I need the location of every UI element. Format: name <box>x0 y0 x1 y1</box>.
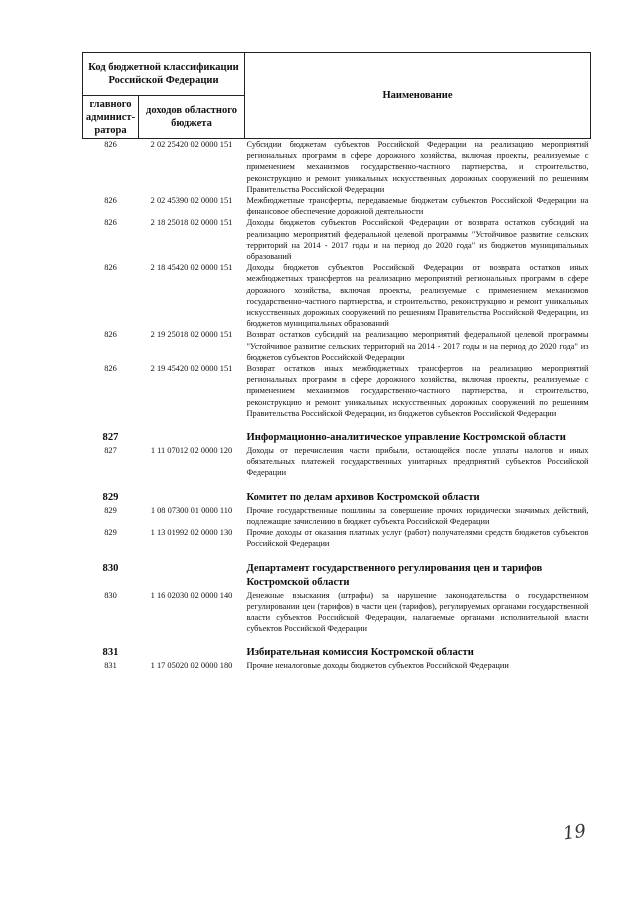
name-cell: Возврат остатков субсидий на реализацию мероприятий федеральной целевой программы "Устойчивое развитие сельских территорий на 2014 - 2017 годы и на период до 2020 года" из бюджетов субъектов Российской Федерации <box>246 330 589 362</box>
table-row <box>83 363 591 419</box>
section-row <box>83 419 591 445</box>
income-code-cell: 2 02 45390 02 0000 151 <box>150 196 233 206</box>
table-row <box>83 505 591 527</box>
table-row <box>83 329 591 363</box>
name-cell: Доходы от перечисления части прибыли, остающейся после уплаты налогов и иных обязательных платежей государственных унитарных предприятий субъектов Российской Федерации <box>246 446 589 478</box>
income-code-cell: 1 13 01992 02 0000 130 <box>150 528 233 538</box>
admin-code-cell: 826 <box>104 364 117 374</box>
table-row <box>83 590 591 635</box>
table-row <box>83 139 591 196</box>
table-row <box>83 660 591 671</box>
section-row <box>83 479 591 505</box>
income-code-cell <box>139 550 245 590</box>
income-code-cell: 2 18 45420 02 0000 151 <box>150 263 233 273</box>
admin-code-cell: 830 <box>104 590 117 600</box>
admin-code-cell: 826 <box>104 196 117 206</box>
admin-code-cell: 829 <box>104 505 117 515</box>
budget-classification-table <box>82 52 591 672</box>
name-cell: Возврат остатков иных межбюджетных трансфертов на реализацию мероприятий региональных программ в сфере дорожного хозяйства, включая проекты, реализуемые с применением механизмов государственно-частного партнерства, и строительство, реконструкцию и ремонт уникальных искусственных дорожных сооружений по решениям Правительства Российской Федерации, из бюджетов субъектов Российской Федерации <box>246 364 589 418</box>
admin-code-cell: 826 <box>104 218 117 228</box>
admin-code-cell: 826 <box>104 263 117 273</box>
admin-code-cell: 826 <box>104 330 117 340</box>
name-cell: Избирательная комиссия Костромской области <box>246 647 474 659</box>
name-cell: Прочие государственные пошлины за совершение прочих юридически значимых действий, подлежащие зачислению в бюджет субъекта Российской Федерации <box>246 505 589 526</box>
section-row <box>83 634 591 660</box>
table-row <box>83 195 591 217</box>
table-header <box>83 53 591 139</box>
admin-code-cell: 826 <box>104 140 117 149</box>
income-code-cell: 2 19 25018 02 0000 151 <box>150 330 233 340</box>
section-row <box>83 550 591 590</box>
income-code-cell: 1 08 07300 01 0000 110 <box>150 505 233 515</box>
admin-code-cell: 831 <box>104 661 117 671</box>
table-row <box>83 527 591 549</box>
income-code-cell <box>139 479 245 505</box>
income-code-cell: 2 02 25420 02 0000 151 <box>150 140 233 149</box>
name-cell: Денежные взыскания (штрафы) за нарушение законодательства о государственном регулировании цен (тарифов) в части цен (тарифов), регулируемых органами государственной власти субъектов Российской Федерации, налагаемые органами исполнительной власти субъектов Российской Федерации <box>246 590 589 634</box>
admin-code-cell: 831 <box>102 647 119 659</box>
header-admin: главного админист-ратора <box>83 96 139 139</box>
income-code-cell <box>139 419 245 445</box>
name-cell: Межбюджетные трансферты, передаваемые бюджетам субъектов Российской Федерации на финансовое обеспечение дорожной деятельности <box>246 196 589 217</box>
table-row <box>83 217 591 262</box>
income-code-cell: 1 17 05020 02 0000 180 <box>150 661 233 671</box>
table-row <box>83 262 591 329</box>
name-cell: Доходы бюджетов субъектов Российской Федерации от возврата остатков иных межбюджетных трансфертов на реализацию мероприятий региональных программ в сфере дорожного хозяйства, включая проекты, реализуемые с применением механизмов государственно-частного партнерства, и строительство, реконструкцию и ремонт уникальных искусственных дорожных сооружений по решениям Правительства Российской Федерации, из бюджетов муниципальных образований <box>246 263 589 329</box>
income-code-cell: 1 11 07012 02 0000 120 <box>150 446 233 456</box>
income-code-cell: 2 19 45420 02 0000 151 <box>150 364 233 374</box>
admin-code-cell: 827 <box>104 446 117 456</box>
name-cell: Субсидии бюджетам субъектов Российской Федерации на реализацию мероприятий региональных программ в сфере дорожного хозяйства, включая проекты, реализуемые с применением механизмов государственно-частного партнерства, и строительство, реконструкцию и ремонт уникальных искусственных дорожных сооружений по решениям Правительства Российской Федерации <box>246 140 589 194</box>
table-body <box>83 139 591 672</box>
name-cell: Доходы бюджетов субъектов Российской Федерации от возврата остатков субсидий на реализацию мероприятий федеральной целевой программы "Устойчивое развитие сельских территорий на 2014 - 2017 годы и на период до 2020 года" из бюджетов муниципальных образований <box>246 218 589 262</box>
admin-code-cell: 829 <box>102 491 119 503</box>
admin-code-cell: 827 <box>102 432 119 444</box>
income-code-cell <box>139 634 245 660</box>
name-cell: Прочие доходы от оказания платных услуг (работ) получателями средств бюджетов субъектов Российской Федерации <box>246 528 589 549</box>
admin-code-cell: 829 <box>104 528 117 538</box>
header-group: Код бюджетной классификации Российской Федерации <box>83 53 245 96</box>
admin-code-cell: 830 <box>102 562 119 574</box>
name-cell: Департамент государственного регулирования цен и тарифов Костромской области <box>246 562 543 588</box>
header-name: Наименование <box>245 53 591 139</box>
page-number: 19 <box>561 820 588 845</box>
income-code-cell: 2 18 25018 02 0000 151 <box>150 218 233 228</box>
table-row <box>83 445 591 479</box>
name-cell: Прочие неналоговые доходы бюджетов субъектов Российской Федерации <box>246 661 509 671</box>
name-cell: Информационно-аналитическое управление Костромской области <box>246 432 566 444</box>
name-cell: Комитет по делам архивов Костромской области <box>246 491 480 503</box>
income-code-cell: 1 16 02030 02 0000 140 <box>150 590 233 600</box>
header-income: доходов областного бюджета <box>139 96 245 139</box>
